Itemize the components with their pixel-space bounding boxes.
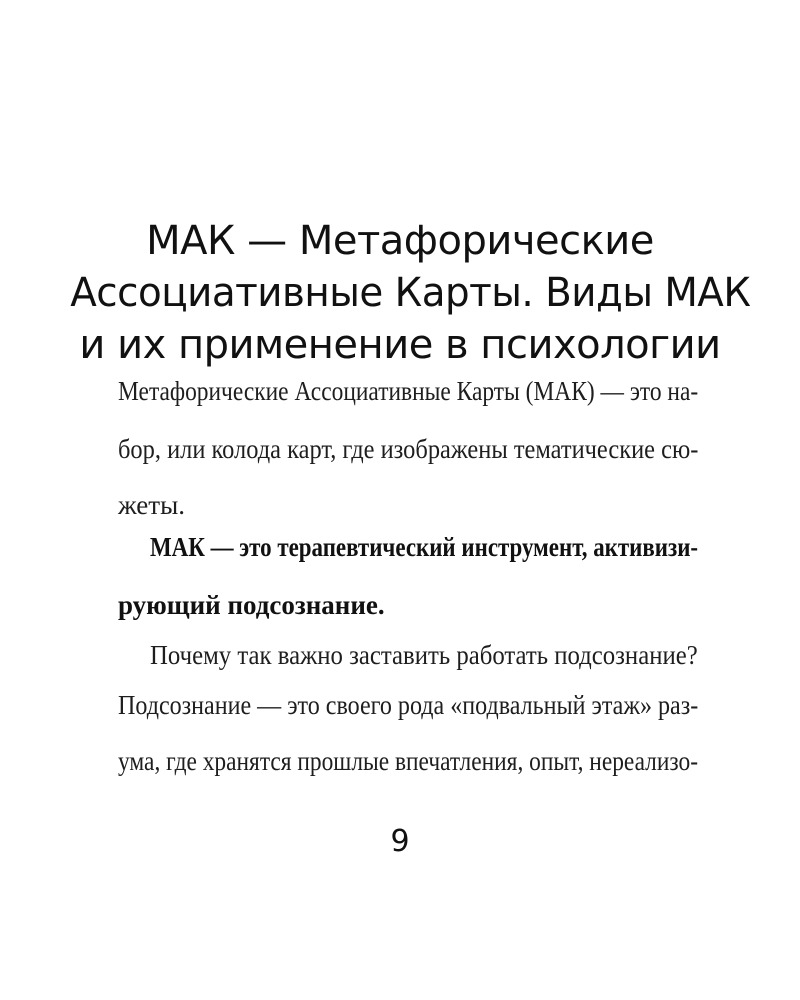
emphasis-line: МАК — это терапевтический инструмент, активизи- [150,532,699,562]
text-line: ума, где хранятся прошлые впечатления, опыт, нереализо- [118,746,699,776]
emphasis-line: рующий подсознание. [118,590,385,620]
page-number: 9 [390,824,410,859]
text-line: Почему так важно заставить работать подсознание? [150,640,698,670]
text-line: Метафорические Ассоциативные Карты (МАК) — это на- [118,376,699,406]
text-line: бор, или колода карт, где изображены тематические сю- [118,434,699,464]
chapter-title-line: и их применение в психологии [79,321,721,368]
chapter-title [60,215,751,371]
chapter-title-line: Ассоциативные Карты. Виды МАК [70,269,751,316]
chapter-title-line: МАК — Метафорические [146,217,654,264]
text-line: Подсознание — это своего рода «подвальный этаж» раз- [118,690,699,720]
text-line: жеты. [118,490,185,520]
